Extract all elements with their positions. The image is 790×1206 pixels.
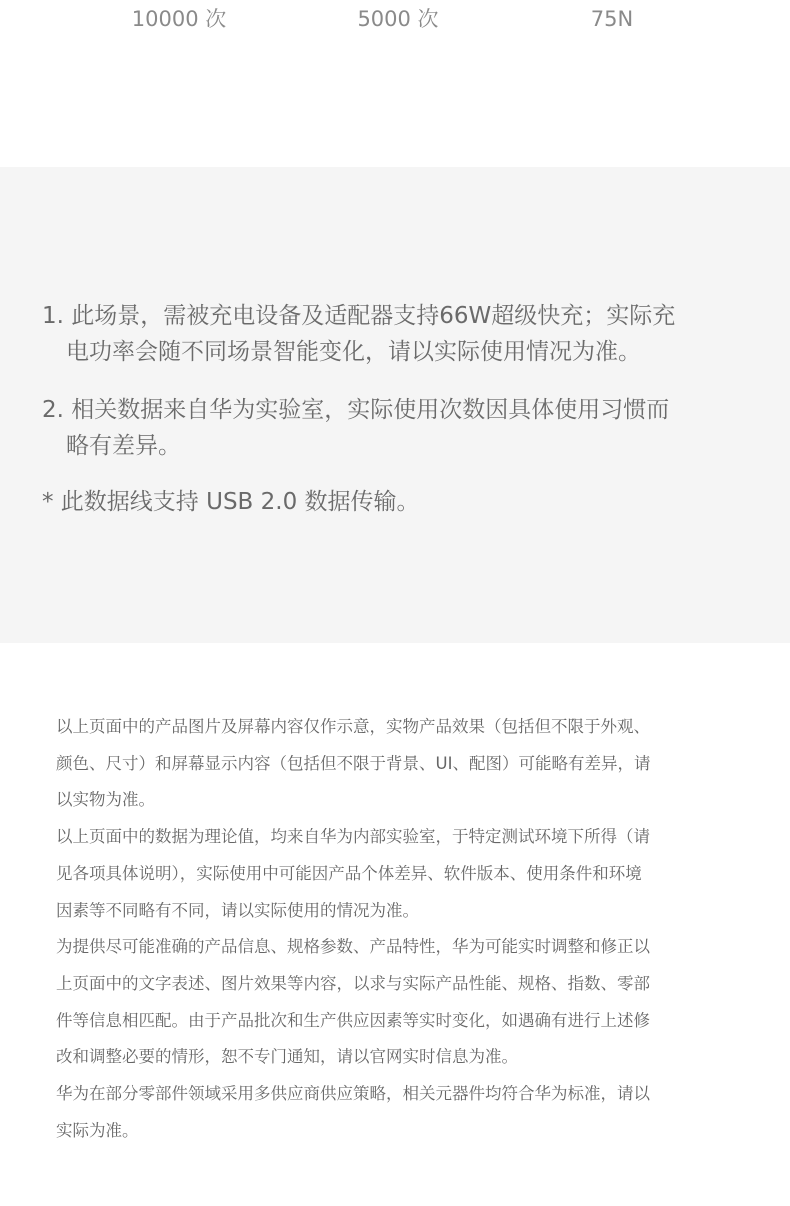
disclaimer-line: 为提供尽可能准确的产品信息、规格参数、产品特性，华为可能实时调整和修正以 xyxy=(56,937,650,957)
disclaimer-line: 件等信息相匹配。由于产品批次和生产供应因素等实时变化，如遇确有进行上述修 xyxy=(56,1010,650,1030)
note-line: * 此数据线支持 USB 2.0 数据传输。 xyxy=(42,489,420,515)
disclaimer-line: 以上页面中的产品图片及屏幕内容仅作示意，实物产品效果（包括但不限于外观、 xyxy=(56,717,650,736)
note-item xyxy=(42,484,420,520)
disclaimer-line: 以实物为准。 xyxy=(56,790,155,810)
note-line: 略有差异。 xyxy=(66,433,181,459)
disclaimer xyxy=(56,709,746,1149)
note-line: 电功率会随不同场景智能变化，请以实际使用情况为准。 xyxy=(66,339,641,365)
stats-row xyxy=(0,0,790,40)
disclaimer-line: 以上页面中的数据为理论值，均来自华为内部实验室，于特定测试环境下所得（请 xyxy=(56,827,650,847)
note-item xyxy=(42,298,675,370)
disclaimer-line: 因素等不同略有不同，请以实际使用的情况为准。 xyxy=(56,900,419,920)
notes-panel xyxy=(0,167,790,643)
disclaimer-line: 改和调整必要的情形，恕不专门通知，请以官网实时信息为准。 xyxy=(56,1047,518,1067)
disclaimer-line: 实际为准。 xyxy=(56,1120,139,1140)
disclaimer-line: 见各项具体说明），实际使用中可能因产品个体差异、软件版本、使用条件和环境 xyxy=(56,863,642,883)
stat-value: 10000 次 xyxy=(131,7,227,31)
stat-value: 5000 次 xyxy=(357,7,439,31)
note-item xyxy=(42,392,669,464)
disclaimer-line: 华为在部分零部件领域采用多供应商供应策略，相关元器件均符合华为标准，请以 xyxy=(56,1084,650,1104)
stat-value: 75N xyxy=(590,7,634,31)
note-line: 2. 相关数据来自华为实验室，实际使用次数因具体使用习惯而 xyxy=(42,397,670,423)
disclaimer-line: 上页面中的文字表述、图片效果等内容，以求与实际产品性能、规格、指数、零部 xyxy=(56,973,650,993)
note-line: 1. 此场景，需被充电设备及适配器支持66W超级快充；实际充 xyxy=(42,303,676,329)
disclaimer-line: 颜色、尺寸）和屏幕显示内容（包括但不限于背景、UI、配图）可能略有差异，请 xyxy=(56,753,651,773)
